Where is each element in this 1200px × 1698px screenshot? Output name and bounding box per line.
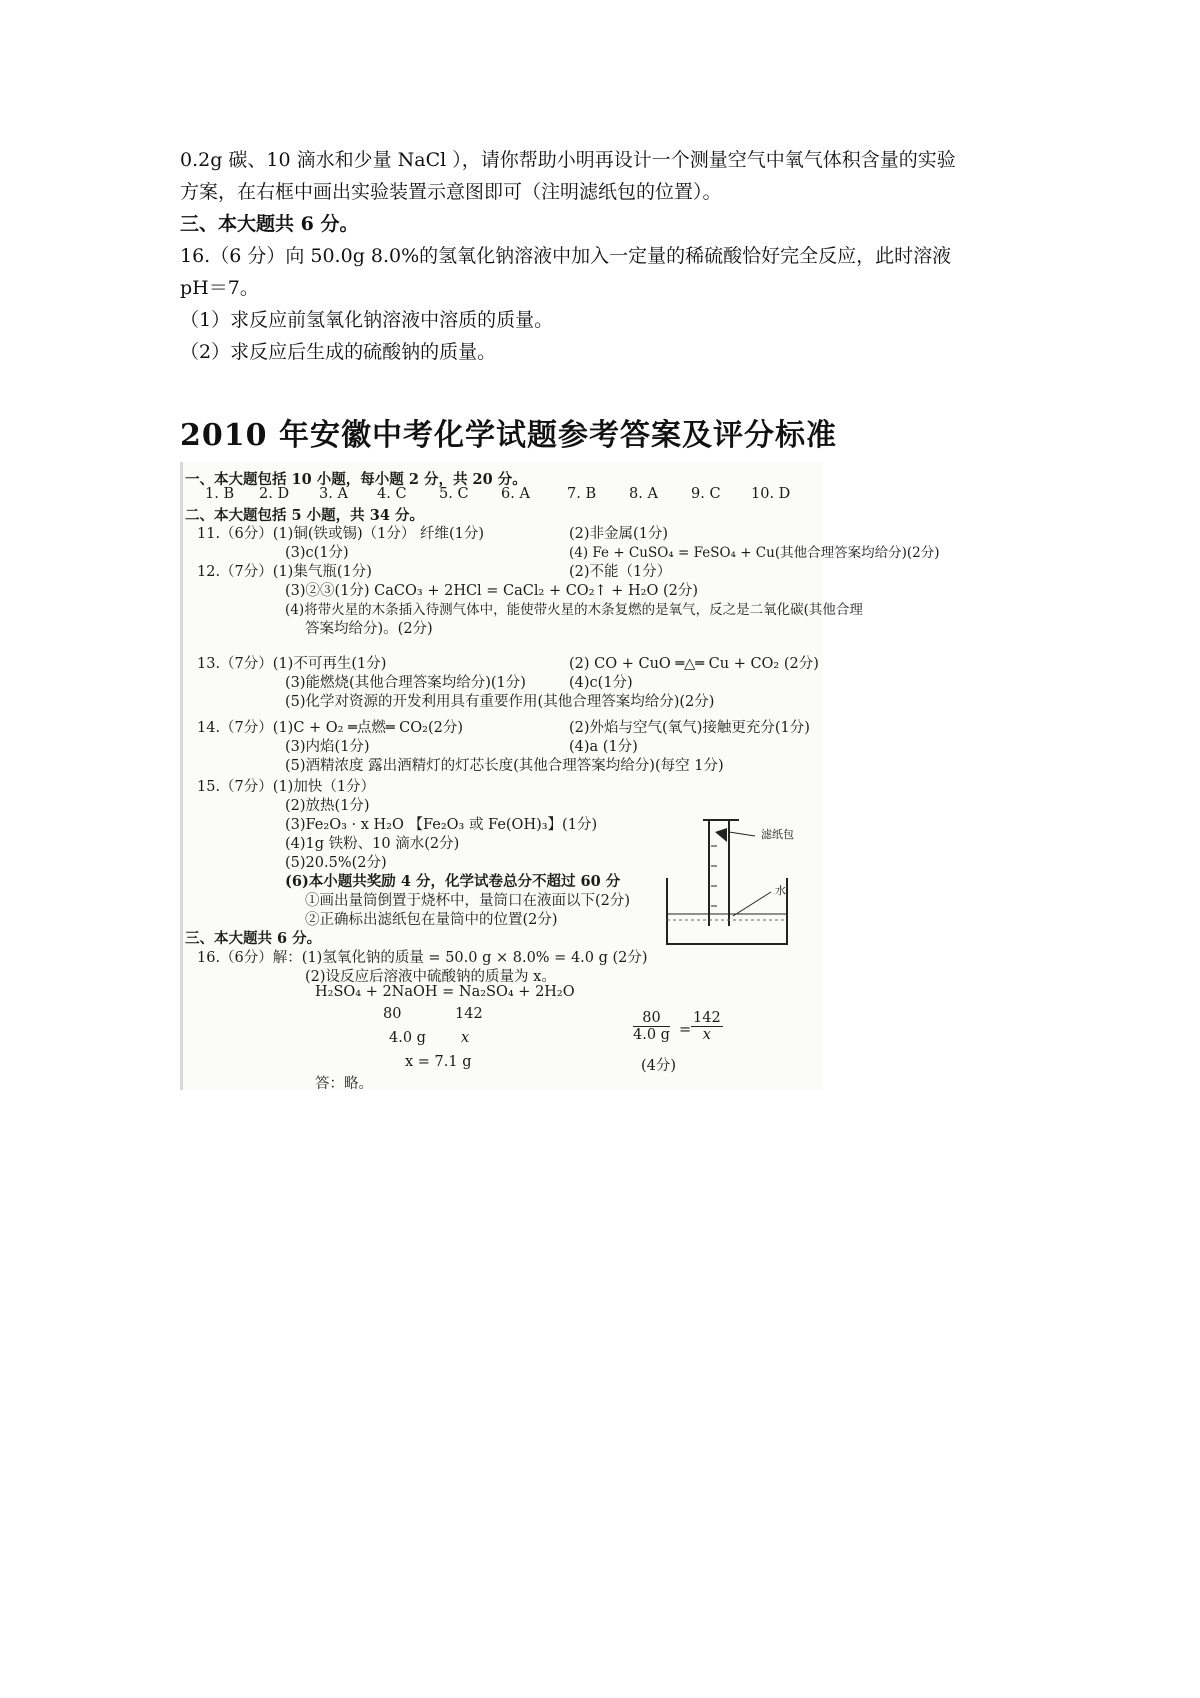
- q13-line: 13.（7分）(1)不可再生(1分): [197, 656, 387, 672]
- mc-answer: 7. B: [567, 486, 597, 502]
- q11-line: (3)c(1分): [285, 545, 349, 561]
- q16-equals-sign: =: [679, 1022, 692, 1038]
- q12-line: (2)不能（1分）: [569, 564, 672, 580]
- q16-conclusion: 答：略。: [315, 1076, 373, 1092]
- q14-line: (4)a (1分): [569, 739, 638, 755]
- q16-mass-ratio: 142: [455, 1006, 483, 1022]
- q16-proportion-right: [691, 1010, 723, 1043]
- q16-score: (4分): [641, 1058, 677, 1074]
- apparatus-diagram: [659, 816, 819, 948]
- mc-answer: 3. A: [319, 486, 348, 502]
- mc-answer: 2. D: [259, 486, 290, 502]
- q12-line: (3)②③(1分) CaCO₃ + 2HCl = CaCl₂ + CO₂↑ + H₂O (2分): [285, 583, 699, 599]
- q15-line: (6)本小题共奖励 4 分，化学试卷总分不超过 60 分: [285, 873, 621, 890]
- q16-fraction-numerator: 80: [633, 1010, 670, 1027]
- q15-line: (4)1g 铁粉、10 滴水(2分): [285, 836, 460, 852]
- answer-s1-heading: 一、本大题包括 10 小题，每小题 2 分，共 20 分。: [185, 471, 527, 488]
- q15-line: (3)Fe₂O₃ · x H₂O 【Fe₂O₃ 或 Fe(OH)₃】(1分): [285, 817, 598, 833]
- q16-mass-ratio: 80: [383, 1006, 402, 1022]
- mc-answer: 9. C: [691, 486, 721, 502]
- q16-sub1: （1）求反应前氢氧化钠溶液中溶质的质量。: [180, 309, 554, 331]
- q16-fraction-numerator: 142: [693, 1010, 721, 1026]
- mc-answer: 6. A: [501, 486, 530, 502]
- mc-answer: 8. A: [629, 486, 658, 502]
- q15-text-line2: 方案，在右框中画出实验装置示意图即可（注明滤纸包的位置）。: [180, 181, 722, 203]
- q15-line: (5)20.5%(2分): [285, 855, 387, 871]
- q14-line: (5)酒精浓度 露出酒精灯的灯芯长度(其他合理答案均给分)(每空 1分): [285, 758, 724, 774]
- q12-line: 答案均给分)。(2分): [305, 621, 433, 637]
- q15-line: ②正确标出滤纸包在量筒中的位置(2分): [305, 912, 558, 928]
- q12-line: 12.（7分）(1)集气瓶(1分): [197, 564, 372, 580]
- answer-title: 2010 年安徽中考化学试题参考答案及评分标准: [180, 418, 837, 453]
- q13-line: (2) CO + CuO ═△═ Cu + CO₂ (2分): [569, 656, 819, 672]
- q14-line: 14.（7分）(1)C + O₂ ═点燃═ CO₂(2分): [197, 720, 463, 736]
- q13-line: (4)c(1分): [569, 675, 633, 691]
- q11-line: 11.（6分）(1)铜(铁或锡)（1分） 纤维(1分): [197, 526, 485, 542]
- q14-line: (3)内焰(1分): [285, 739, 370, 755]
- mc-answer: 5. C: [439, 486, 469, 502]
- mc-answer: 10. D: [751, 486, 791, 502]
- q13-line: (5)化学对资源的开发利用具有重要作用(其他合理答案均给分)(2分): [285, 694, 715, 710]
- q16-text-line1: 16.（6 分）向 50.0g 8.0%的氢氧化钠溶液中加入一定量的稀硫酸恰好完全反应，此时溶液: [180, 245, 952, 267]
- answer-s2-heading: 二、本大题包括 5 小题，共 34 分。: [185, 507, 424, 524]
- answer-key-scan: [180, 462, 940, 1092]
- q16-answer-line: (2)设反应后溶液中硫酸钠的质量为 x。: [305, 969, 556, 985]
- q16-unknown-mass: x: [461, 1030, 470, 1046]
- question-continuation: [180, 144, 1040, 368]
- q16-fraction-denominator: 4.0 g: [633, 1027, 670, 1043]
- q16-sub2: （2）求反应后生成的硫酸钠的质量。: [180, 341, 497, 363]
- q16-answer-line: 16.（6分）解：(1)氢氧化钠的质量 = 50.0 g × 8.0% = 4.0 g (2分): [197, 950, 648, 966]
- mc-answer: 1. B: [205, 486, 235, 502]
- diagram-label-water: 水: [775, 884, 786, 897]
- q15-line: ①画出量筒倒置于烧杯中，量筒口在液面以下(2分): [305, 893, 631, 909]
- q11-line: (2)非金属(1分): [569, 526, 669, 542]
- q16-result: x = 7.1 g: [405, 1054, 472, 1070]
- q15-line: 15.（7分）(1)加快（1分）: [197, 779, 376, 795]
- answer-s3-heading: 三、本大题共 6 分。: [185, 930, 322, 947]
- q15-text-line1: 0.2g 碳、10 滴水和少量 NaCl ），请你帮助小明再设计一个测量空气中氧气体积含量的实验: [180, 149, 956, 171]
- diagram-label-filter-pack: 滤纸包: [761, 828, 794, 841]
- q16-equation: H₂SO₄ + 2NaOH = Na₂SO₄ + 2H₂O: [315, 984, 575, 1000]
- q11-line: (4) Fe + CuSO₄ = FeSO₄ + Cu(其他合理答案均给分)(2分): [569, 545, 940, 561]
- mc-answer: 4. C: [377, 486, 407, 502]
- q14-line: (2)外焰与空气(氧气)接触更充分(1分): [569, 720, 810, 736]
- q12-line: (4)将带火星的木条插入待测气体中，能使带火星的木条复燃的是氧气，反之是二氧化碳(其他合理: [285, 602, 863, 618]
- q16-fraction-denominator: x: [702, 1027, 711, 1043]
- q16-proportion-left: [633, 1010, 670, 1043]
- q16-text-line2: pH＝7。: [180, 277, 259, 299]
- q13-line: (3)能燃烧(其他合理答案均给分)(1分): [285, 675, 526, 691]
- section3-heading: 三、本大题共 6 分。: [180, 213, 359, 235]
- q16-known-mass: 4.0 g: [389, 1030, 426, 1046]
- q15-line: (2)放热(1分): [285, 798, 370, 814]
